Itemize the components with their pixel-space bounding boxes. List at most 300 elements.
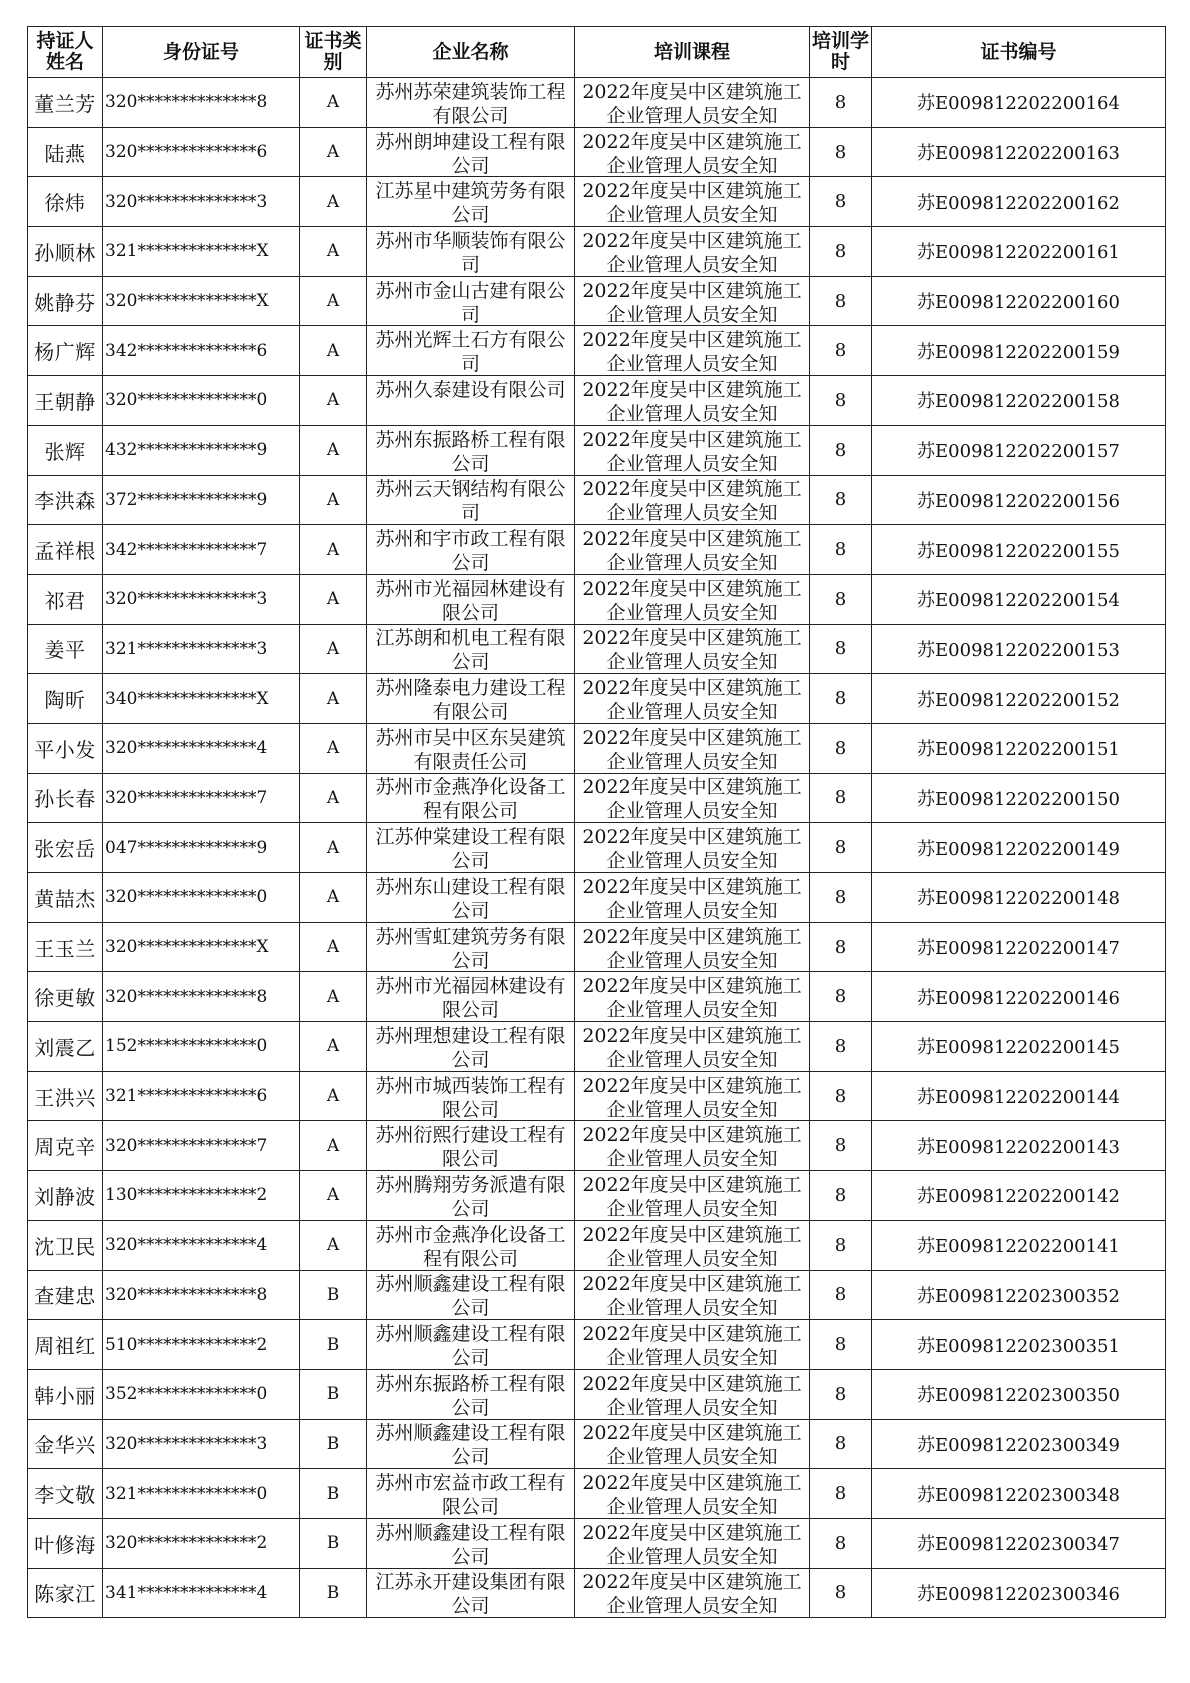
cell-category: A [300,1220,367,1270]
header-id: 身份证号 [103,27,300,78]
cell-hours: 8 [810,1568,872,1618]
cell-cert-no: 苏E009812202200150 [872,773,1166,823]
cell-course-text: 2022年度吴中区建筑施工企业管理人员安全知 [582,677,802,723]
cell-hours: 8 [810,1369,872,1419]
cell-name: 王洪兴 [28,1071,103,1121]
cell-id: 432**************9 [103,425,300,475]
cell-hours: 8 [810,1022,872,1072]
cell-company-text: 苏州腾翔劳务派遣有限公司 [375,1173,566,1219]
header-name: 持证人姓名 [28,27,103,78]
cell-id: 320**************X [103,276,300,326]
cell-course-text: 2022年度吴中区建筑施工企业管理人员安全知 [582,279,802,325]
cell-course-text: 2022年度吴中区建筑施工企业管理人员安全知 [582,80,802,126]
cell-company-text: 苏州和宇市政工程有限公司 [375,528,566,574]
cell-cert-no: 苏E009812202200160 [872,276,1166,326]
cell-company-text: 苏州顺鑫建设工程有限公司 [375,1422,566,1468]
cell-cert-no: 苏E009812202200164 [872,78,1166,128]
cell-category: A [300,425,367,475]
cell-category: A [300,1071,367,1121]
cell-category: A [300,78,367,128]
cell-name: 韩小丽 [28,1369,103,1419]
cell-course-text: 2022年度吴中区建筑施工企业管理人员安全知 [582,1422,802,1468]
cell-category: A [300,127,367,177]
cell-company-text: 苏州顺鑫建设工程有限公司 [375,1273,566,1319]
cell-category: A [300,376,367,426]
cell-course-text: 2022年度吴中区建筑施工企业管理人员安全知 [582,130,802,176]
cell-category: B [300,1568,367,1618]
cell-course-text: 2022年度吴中区建筑施工企业管理人员安全知 [582,229,802,275]
cell-hours: 8 [810,525,872,575]
cell-name: 姜平 [28,624,103,674]
cell-name: 孙顺林 [28,227,103,277]
cell-company [367,873,575,923]
cell-cert-no: 苏E009812202200157 [872,425,1166,475]
cell-company-text: 苏州市金燕净化设备工程有限公司 [375,776,566,822]
cell-course [575,227,810,277]
cell-company-text: 江苏永开建设集团有限公司 [375,1571,566,1617]
table-row [28,972,1166,1022]
table-row [28,1320,1166,1370]
cell-company [367,773,575,823]
cell-category: A [300,873,367,923]
cell-company [367,1518,575,1568]
cell-name: 李文敬 [28,1469,103,1519]
cell-id: 320**************4 [103,1220,300,1270]
cell-company-text: 苏州顺鑫建设工程有限公司 [375,1323,566,1369]
cell-course-text: 2022年度吴中区建筑施工企业管理人员安全知 [582,1372,802,1418]
cell-course [575,1320,810,1370]
cell-company [367,574,575,624]
table-body [28,78,1166,1618]
cell-hours: 8 [810,227,872,277]
cell-name: 陈家江 [28,1568,103,1618]
cell-company-text: 苏州市城西装饰工程有限公司 [375,1074,566,1120]
cell-category: A [300,922,367,972]
cell-course-text: 2022年度吴中区建筑施工企业管理人员安全知 [582,577,802,623]
cell-id: 152**************0 [103,1022,300,1072]
table-row [28,1369,1166,1419]
cell-company [367,1568,575,1618]
cell-course [575,1121,810,1171]
table-row [28,1022,1166,1072]
cell-id: 320**************3 [103,574,300,624]
cell-category: B [300,1320,367,1370]
header-hours: 培训学时 [810,27,872,78]
cell-id: 340**************X [103,674,300,724]
cell-cert-no: 苏E009812202300348 [872,1469,1166,1519]
cell-course-text: 2022年度吴中区建筑施工企业管理人员安全知 [582,1571,802,1617]
cell-company-text: 苏州顺鑫建设工程有限公司 [375,1521,566,1567]
cell-hours: 8 [810,674,872,724]
cell-hours: 8 [810,1270,872,1320]
cell-category: A [300,674,367,724]
cell-course [575,1518,810,1568]
cell-hours: 8 [810,624,872,674]
cell-company-text: 苏州苏荣建筑装饰工程有限公司 [375,80,566,126]
cell-id: 320**************3 [103,1419,300,1469]
cell-company [367,227,575,277]
cell-course [575,1171,810,1221]
cell-cert-no: 苏E009812202200156 [872,475,1166,525]
cell-cert-no: 苏E009812202200159 [872,326,1166,376]
cell-category: A [300,1022,367,1072]
cell-category: A [300,972,367,1022]
cell-category: A [300,177,367,227]
cell-cert-no: 苏E009812202300346 [872,1568,1166,1618]
table-row [28,1469,1166,1519]
cell-hours: 8 [810,276,872,326]
cell-category: A [300,525,367,575]
cell-company-text: 苏州理想建设工程有限公司 [375,1024,566,1070]
table-row [28,177,1166,227]
cell-cert-no: 苏E009812202300351 [872,1320,1166,1370]
cell-category: A [300,1171,367,1221]
cell-company [367,127,575,177]
cell-course [575,326,810,376]
cell-category: A [300,574,367,624]
cell-category: A [300,1121,367,1171]
cell-id: 320**************6 [103,127,300,177]
cell-cert-no: 苏E009812202200143 [872,1121,1166,1171]
cell-name: 查建忠 [28,1270,103,1320]
cell-company [367,922,575,972]
cell-cert-no: 苏E009812202200162 [872,177,1166,227]
cell-cert-no: 苏E009812202200149 [872,823,1166,873]
cell-company [367,1071,575,1121]
cell-cert-no: 苏E009812202200144 [872,1071,1166,1121]
cell-company [367,376,575,426]
cell-id: 320**************7 [103,1121,300,1171]
table-row [28,1121,1166,1171]
cell-course-text: 2022年度吴中区建筑施工企业管理人员安全知 [582,1074,802,1120]
cell-id: 320**************X [103,922,300,972]
cell-category: A [300,227,367,277]
cell-cert-no: 苏E009812202200146 [872,972,1166,1022]
cell-id: 342**************6 [103,326,300,376]
cell-course-text: 2022年度吴中区建筑施工企业管理人员安全知 [582,975,802,1021]
cell-hours: 8 [810,723,872,773]
cell-name: 张辉 [28,425,103,475]
cell-name: 李洪森 [28,475,103,525]
cell-category: A [300,823,367,873]
cell-name: 孙长春 [28,773,103,823]
cell-company-text: 江苏仲棠建设工程有限公司 [375,826,566,872]
cell-cert-no: 苏E009812202200154 [872,574,1166,624]
cell-hours: 8 [810,78,872,128]
cell-course [575,1022,810,1072]
cell-hours: 8 [810,326,872,376]
cell-id: 320**************3 [103,177,300,227]
cell-name: 叶修海 [28,1518,103,1568]
cell-hours: 8 [810,972,872,1022]
cell-category: B [300,1369,367,1419]
cell-course-text: 2022年度吴中区建筑施工企业管理人员安全知 [582,1024,802,1070]
cell-category: B [300,1518,367,1568]
cell-course [575,1369,810,1419]
table-row [28,723,1166,773]
cell-name: 陶昕 [28,674,103,724]
cell-course [575,1469,810,1519]
cell-course [575,177,810,227]
cell-name: 周克辛 [28,1121,103,1171]
table-row [28,525,1166,575]
table-row [28,376,1166,426]
cell-cert-no: 苏E009812202200145 [872,1022,1166,1072]
cell-company-text: 苏州衍熙行建设工程有限公司 [375,1124,566,1170]
cell-company [367,1469,575,1519]
cell-course [575,972,810,1022]
cell-course [575,823,810,873]
cell-name: 徐更敏 [28,972,103,1022]
cell-name: 沈卫民 [28,1220,103,1270]
cell-id: 341**************4 [103,1568,300,1618]
cell-company [367,1270,575,1320]
cell-course [575,127,810,177]
cell-course [575,376,810,426]
cell-course [575,773,810,823]
cell-course-text: 2022年度吴中区建筑施工企业管理人员安全知 [582,378,802,424]
cell-category: B [300,1270,367,1320]
cell-course-text: 2022年度吴中区建筑施工企业管理人员安全知 [582,1273,802,1319]
cell-course [575,78,810,128]
table-row [28,227,1166,277]
table-row [28,127,1166,177]
cell-course [575,723,810,773]
cell-name: 王玉兰 [28,922,103,972]
table-row [28,1171,1166,1221]
cell-course-text: 2022年度吴中区建筑施工企业管理人员安全知 [582,925,802,971]
cell-cert-no: 苏E009812202200158 [872,376,1166,426]
cell-course-text: 2022年度吴中区建筑施工企业管理人员安全知 [582,528,802,574]
cell-hours: 8 [810,376,872,426]
table-row [28,922,1166,972]
cell-course [575,276,810,326]
cell-name: 张宏岳 [28,823,103,873]
cell-category: B [300,1419,367,1469]
cell-course [575,674,810,724]
cell-course-text: 2022年度吴中区建筑施工企业管理人员安全知 [582,875,802,921]
cell-cert-no: 苏E009812202300352 [872,1270,1166,1320]
cell-company-text: 江苏星中建筑劳务有限公司 [375,180,566,226]
cell-company-text: 苏州市金燕净化设备工程有限公司 [375,1223,566,1269]
cell-hours: 8 [810,475,872,525]
cell-company [367,1022,575,1072]
header-row [28,27,1166,78]
cell-company-text: 苏州光辉土石方有限公司 [375,329,566,375]
cell-course-text: 2022年度吴中区建筑施工企业管理人员安全知 [582,1124,802,1170]
cell-cert-no: 苏E009812202200155 [872,525,1166,575]
cell-cert-no: 苏E009812202200152 [872,674,1166,724]
table-row [28,624,1166,674]
cell-course-text: 2022年度吴中区建筑施工企业管理人员安全知 [582,726,802,772]
cell-course [575,624,810,674]
table-row [28,326,1166,376]
cell-company-text: 江苏朗和机电工程有限公司 [375,627,566,673]
cell-company [367,177,575,227]
cell-id: 130**************2 [103,1171,300,1221]
cell-company-text: 苏州东振路桥工程有限公司 [375,1372,566,1418]
cell-cert-no: 苏E009812202200142 [872,1171,1166,1221]
cell-company [367,723,575,773]
cell-hours: 8 [810,773,872,823]
cell-cert-no: 苏E009812202300349 [872,1419,1166,1469]
cell-company [367,425,575,475]
cell-company [367,823,575,873]
cell-cert-no: 苏E009812202300350 [872,1369,1166,1419]
cell-company [367,674,575,724]
cell-id: 321**************6 [103,1071,300,1121]
cell-course-text: 2022年度吴中区建筑施工企业管理人员安全知 [582,180,802,226]
cell-course [575,922,810,972]
cell-company-text: 苏州市宏益市政工程有限公司 [375,1472,566,1518]
table-row [28,1220,1166,1270]
cell-company-text: 苏州市金山古建有限公司 [375,279,566,325]
cell-category: A [300,326,367,376]
cell-course [575,425,810,475]
table-row [28,1518,1166,1568]
cell-course-text: 2022年度吴中区建筑施工企业管理人员安全知 [582,428,802,474]
cell-course-text: 2022年度吴中区建筑施工企业管理人员安全知 [582,329,802,375]
cell-hours: 8 [810,873,872,923]
cell-category: B [300,1469,367,1519]
cell-hours: 8 [810,823,872,873]
cell-hours: 8 [810,127,872,177]
cell-company-text: 苏州市华顺装饰有限公司 [375,229,566,275]
cell-hours: 8 [810,574,872,624]
cell-name: 周祖红 [28,1320,103,1370]
cell-id: 320**************0 [103,873,300,923]
cell-company-text: 苏州东振路桥工程有限公司 [375,428,566,474]
cell-id: 342**************7 [103,525,300,575]
cell-name: 徐炜 [28,177,103,227]
table-row [28,1270,1166,1320]
cell-hours: 8 [810,1071,872,1121]
cell-id: 320**************8 [103,1270,300,1320]
cell-company-text: 苏州市吴中区东吴建筑有限责任公司 [375,726,566,772]
cell-company-text: 苏州云天钢结构有限公司 [375,478,566,524]
cell-course-text: 2022年度吴中区建筑施工企业管理人员安全知 [582,776,802,822]
cell-hours: 8 [810,1320,872,1370]
certificate-table [27,26,1166,1618]
cell-name: 陆燕 [28,127,103,177]
cell-course [575,525,810,575]
cell-id: 321**************3 [103,624,300,674]
cell-hours: 8 [810,1469,872,1519]
cell-course-text: 2022年度吴中区建筑施工企业管理人员安全知 [582,1223,802,1269]
table-row [28,1419,1166,1469]
cell-course [575,1071,810,1121]
table-row [28,674,1166,724]
header-category: 证书类别 [300,27,367,78]
cell-name: 祁君 [28,574,103,624]
table-row [28,1071,1166,1121]
cell-company-text: 苏州市光福园林建设有限公司 [375,975,566,1021]
cell-hours: 8 [810,1121,872,1171]
cell-category: A [300,773,367,823]
cell-name: 杨广辉 [28,326,103,376]
cell-course [575,574,810,624]
cell-hours: 8 [810,177,872,227]
cell-id: 510**************2 [103,1320,300,1370]
cell-name: 平小发 [28,723,103,773]
cell-course-text: 2022年度吴中区建筑施工企业管理人员安全知 [582,826,802,872]
cell-company-text: 苏州东山建设工程有限公司 [375,875,566,921]
cell-company-text: 苏州隆泰电力建设工程有限公司 [375,677,566,723]
cell-company [367,972,575,1022]
cell-name: 刘静波 [28,1171,103,1221]
cell-company-text: 苏州雪虹建筑劳务有限公司 [375,925,566,971]
cell-company-text: 苏州久泰建设有限公司 [375,378,566,401]
cell-id: 321**************X [103,227,300,277]
table-row [28,823,1166,873]
cell-hours: 8 [810,1518,872,1568]
cell-cert-no: 苏E009812202200148 [872,873,1166,923]
cell-company [367,1121,575,1171]
cell-course-text: 2022年度吴中区建筑施工企业管理人员安全知 [582,1173,802,1219]
cell-course [575,873,810,923]
table-row [28,276,1166,326]
cell-course-text: 2022年度吴中区建筑施工企业管理人员安全知 [582,478,802,524]
header-course: 培训课程 [575,27,810,78]
cell-cert-no: 苏E009812202200153 [872,624,1166,674]
cell-category: A [300,475,367,525]
table-header [28,27,1166,78]
cell-company-text: 苏州市光福园林建设有限公司 [375,577,566,623]
cell-company [367,1171,575,1221]
cell-company [367,624,575,674]
cell-company [367,78,575,128]
table-row [28,574,1166,624]
cell-name: 孟祥根 [28,525,103,575]
cell-id: 320**************0 [103,376,300,426]
table-row [28,1568,1166,1618]
cell-id: 320**************8 [103,78,300,128]
cell-cert-no: 苏E009812202200147 [872,922,1166,972]
table-row [28,78,1166,128]
cell-course-text: 2022年度吴中区建筑施工企业管理人员安全知 [582,1323,802,1369]
cell-id: 047**************9 [103,823,300,873]
cell-id: 320**************2 [103,1518,300,1568]
table-row [28,425,1166,475]
cell-course [575,475,810,525]
cell-cert-no: 苏E009812202200161 [872,227,1166,277]
cell-cert-no: 苏E009812202200151 [872,723,1166,773]
cell-id: 321**************0 [103,1469,300,1519]
cell-name: 王朝静 [28,376,103,426]
cell-category: A [300,723,367,773]
cell-cert-no: 苏E009812202200141 [872,1220,1166,1270]
cell-course-text: 2022年度吴中区建筑施工企业管理人员安全知 [582,1521,802,1567]
cell-company-text: 苏州朗坤建设工程有限公司 [375,130,566,176]
cell-id: 320**************4 [103,723,300,773]
cell-hours: 8 [810,1171,872,1221]
cell-name: 金华兴 [28,1419,103,1469]
table-row [28,773,1166,823]
cell-id: 372**************9 [103,475,300,525]
cell-course-text: 2022年度吴中区建筑施工企业管理人员安全知 [582,1472,802,1518]
cell-hours: 8 [810,922,872,972]
cell-company [367,525,575,575]
cell-company [367,475,575,525]
cell-category: A [300,276,367,326]
cell-company [367,1320,575,1370]
cell-course [575,1270,810,1320]
cell-course-text: 2022年度吴中区建筑施工企业管理人员安全知 [582,627,802,673]
cell-name: 黄喆杰 [28,873,103,923]
header-cert-no: 证书编号 [872,27,1166,78]
cell-name: 董兰芳 [28,78,103,128]
header-company: 企业名称 [367,27,575,78]
